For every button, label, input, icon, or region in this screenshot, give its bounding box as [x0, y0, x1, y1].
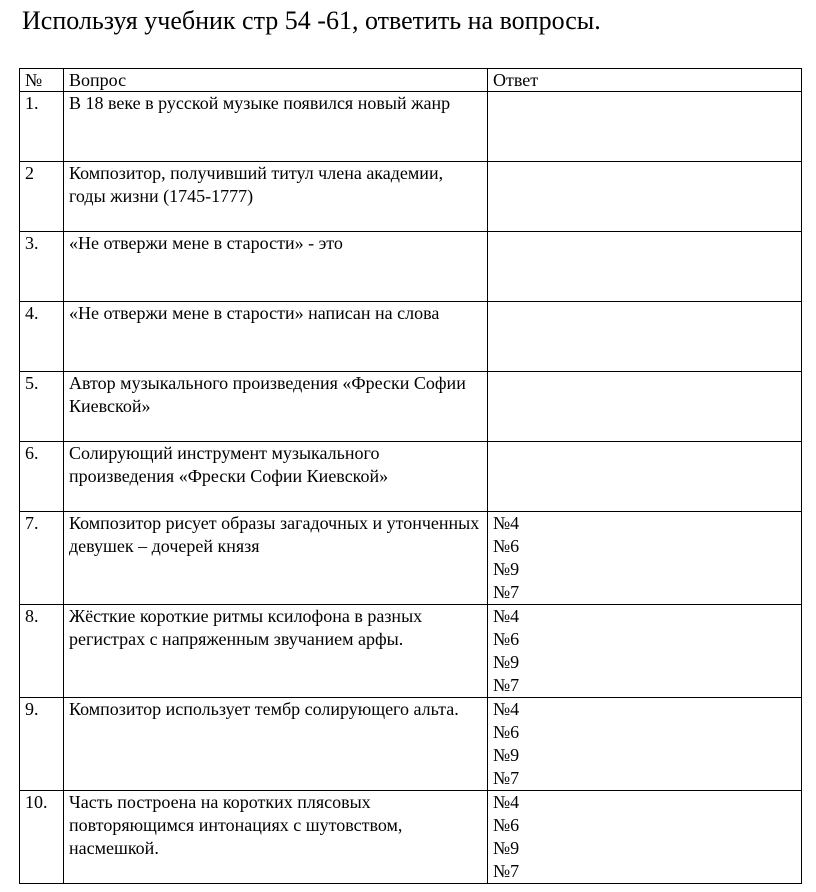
table-row	[20, 698, 802, 791]
answer-options	[488, 791, 802, 884]
answer-option[interactable]: №9	[493, 745, 520, 765]
table-row	[20, 232, 802, 302]
row-number: 1.	[20, 92, 64, 162]
question-text: Композитор, получивший титул члена академии, годы жизни (1745-1777)	[64, 162, 488, 232]
answer-options	[488, 698, 802, 791]
answer-option[interactable]: №9	[493, 559, 520, 579]
answer-option[interactable]: №7	[493, 582, 520, 602]
question-text: Жёсткие короткие ритмы ксилофона в разных регистрах с напряженным звучанием арфы.	[64, 605, 488, 698]
row-number: 2	[20, 162, 64, 232]
row-number: 9.	[20, 698, 64, 791]
row-number: 3.	[20, 232, 64, 302]
answer-option[interactable]: №4	[493, 792, 520, 812]
answer-cell[interactable]	[488, 92, 802, 162]
table-row	[20, 791, 802, 884]
row-number: 4.	[20, 302, 64, 372]
answer-cell[interactable]	[488, 162, 802, 232]
table-row	[20, 605, 802, 698]
answer-cell[interactable]	[488, 372, 802, 442]
row-number: 7.	[20, 512, 64, 605]
header-question: Вопрос	[64, 69, 488, 92]
answer-cell[interactable]	[488, 442, 802, 512]
row-number: 10.	[20, 791, 64, 884]
row-number: 8.	[20, 605, 64, 698]
answer-option[interactable]: №9	[493, 652, 520, 672]
question-text: Автор музыкального произведения «Фрески Софии Киевской»	[64, 372, 488, 442]
answer-option[interactable]: №4	[493, 699, 520, 719]
answer-cell[interactable]	[488, 302, 802, 372]
answer-option[interactable]: №7	[493, 861, 520, 881]
question-text: Композитор использует тембр солирующего альта.	[64, 698, 488, 791]
answer-options	[488, 605, 802, 698]
table-row	[20, 162, 802, 232]
answer-option[interactable]: №4	[493, 606, 520, 626]
answer-option[interactable]: №7	[493, 675, 520, 695]
question-text: «Не отвержи мене в старости» написан на слова	[64, 302, 488, 372]
row-number: 5.	[20, 372, 64, 442]
question-text: «Не отвержи мене в старости» - это	[64, 232, 488, 302]
answer-options	[488, 512, 802, 605]
header-answer: Ответ	[488, 69, 802, 92]
question-text: Солирующий инструмент музыкального произведения «Фрески Софии Киевской»	[64, 442, 488, 512]
header-num: №	[20, 69, 64, 92]
answer-option[interactable]: №7	[493, 768, 520, 788]
answer-option[interactable]: №4	[493, 513, 520, 533]
answer-option[interactable]: №6	[493, 722, 520, 742]
question-text: В 18 веке в русской музыке появился новый жанр	[64, 92, 488, 162]
table-row	[20, 92, 802, 162]
table-row	[20, 372, 802, 442]
answer-option[interactable]: №6	[493, 815, 520, 835]
questions-table	[19, 68, 802, 884]
table-row	[20, 512, 802, 605]
answer-cell[interactable]	[488, 232, 802, 302]
table-header-row	[20, 69, 802, 92]
answer-option[interactable]: №6	[493, 536, 520, 556]
page-title: Используя учебник стр 54 -61, ответить на вопросы.	[22, 6, 601, 35]
table-row	[20, 302, 802, 372]
question-text: Композитор рисует образы загадочных и утонченных девушек – дочерей князя	[64, 512, 488, 605]
answer-option[interactable]: №9	[493, 838, 520, 858]
row-number: 6.	[20, 442, 64, 512]
answer-option[interactable]: №6	[493, 629, 520, 649]
table-row	[20, 442, 802, 512]
question-text: Часть построена на коротких плясовых повторяющимся интонациях с шутовством, насмешкой.	[64, 791, 488, 884]
